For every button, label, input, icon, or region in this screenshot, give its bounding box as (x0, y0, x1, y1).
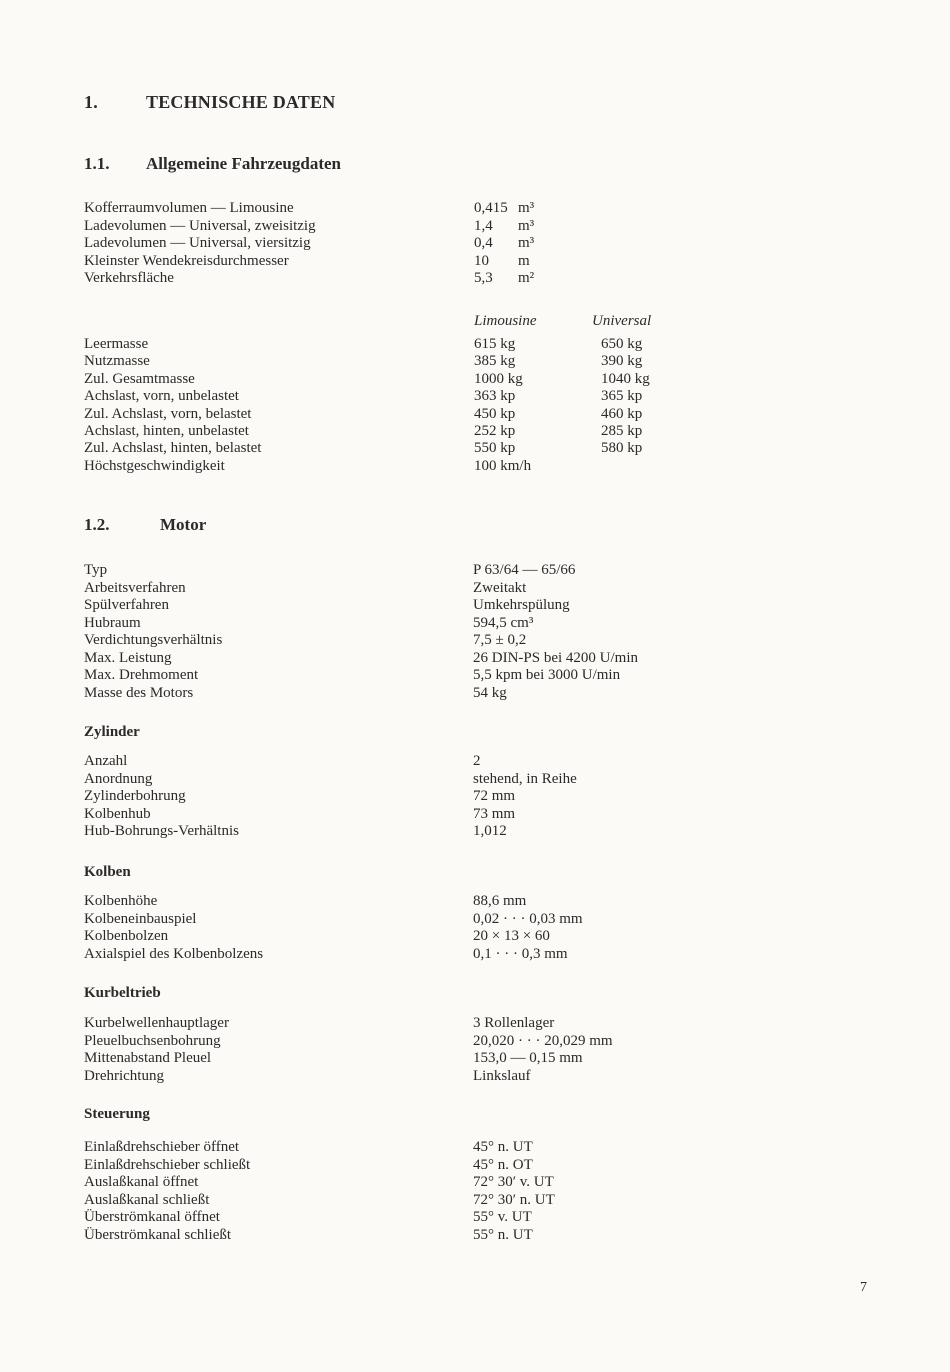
spec-row (84, 910, 884, 928)
universal-value: 580 kp (601, 440, 643, 457)
section-1-1-number: 1.1. (84, 154, 110, 173)
spec-row (84, 1226, 884, 1244)
spec-row (84, 1067, 884, 1085)
spec-unit: m (518, 252, 530, 269)
spec-label: Max. Drehmoment (84, 667, 199, 683)
spec-row (84, 666, 884, 684)
spec-label: Zul. Gesamtmasse (84, 370, 195, 387)
spec-value: 3 Rollenlager (473, 1015, 555, 1031)
spec-label: Kolbenhöhe (84, 893, 158, 909)
spec-value: 45° n. UT (473, 1139, 533, 1155)
spec-value: 1,4 (474, 217, 493, 234)
spec-value: 2 (473, 753, 481, 769)
spec-label: Verkehrsfläche (84, 270, 174, 287)
mass-row (84, 405, 884, 423)
spec-label: Kolbenbolzen (84, 928, 169, 945)
section-1-1-title: Allgemeine Fahrzeugdaten (146, 154, 341, 173)
spec-row (84, 822, 884, 840)
spec-value: 1,012 (473, 823, 507, 840)
universal-value: 650 kg (601, 336, 643, 352)
spec-value: 594,5 cm³ (473, 614, 534, 631)
spec-label: Ladevolumen — Universal, zweisitzig (84, 217, 316, 234)
spec-value: 0,4 (474, 235, 493, 252)
section-1-2-title: Motor (160, 515, 207, 534)
spec-row (84, 1014, 884, 1032)
spec-value: 0,415 (474, 200, 508, 216)
spec-row (84, 770, 884, 788)
spec-row (84, 596, 884, 614)
spec-value: 73 mm (473, 805, 516, 822)
spec-label: Hub-Bohrungs-Verhältnis (84, 823, 239, 840)
mass-row (84, 457, 884, 475)
spec-value: 55° n. UT (473, 1226, 533, 1243)
heading-title: TECHNISCHE DATEN (146, 92, 336, 112)
spec-unit: m³ (518, 235, 535, 252)
spec-value: Linkslauf (473, 1067, 531, 1084)
spec-row (84, 199, 884, 217)
spec-row (84, 927, 884, 945)
spec-value: 72 mm (473, 788, 516, 805)
spec-row (84, 561, 884, 579)
spec-value: 88,6 mm (473, 893, 527, 909)
spec-value: 5,5 kpm bei 3000 U/min (473, 667, 621, 683)
spec-label: Zylinderbohrung (84, 788, 186, 805)
spec-label: Kleinster Wendekreisdurchmesser (84, 252, 289, 269)
spec-value: 153,0 — 0,15 mm (473, 1050, 583, 1066)
mass-row (84, 387, 884, 405)
spec-row (84, 1032, 884, 1050)
spec-label: Auslaßkanal öffnet (84, 1174, 199, 1190)
spec-label: Ladevolumen — Universal, viersitzig (84, 235, 311, 252)
limousine-value: 252 kp (474, 423, 516, 439)
column-header-limousine: Limousine (474, 313, 537, 329)
spec-label: Kurbelwellenhauptlager (84, 1015, 229, 1031)
subsection-kolben: Kolben (84, 864, 131, 880)
universal-value: 365 kp (601, 388, 643, 405)
spec-label: Anordnung (84, 770, 153, 787)
spec-label: Überströmkanal öffnet (84, 1209, 220, 1225)
spec-label: Achslast, hinten, unbelastet (84, 423, 249, 439)
column-header-universal: Universal (592, 313, 652, 329)
spec-label: Kolbeneinbauspiel (84, 910, 197, 927)
spec-row (84, 1208, 884, 1226)
spec-label: Spülverfahren (84, 597, 169, 613)
spec-label: Max. Leistung (84, 649, 172, 666)
limousine-value: 100 km/h (474, 457, 532, 474)
spec-label: Anzahl (84, 753, 128, 769)
spec-label: Achslast, vorn, unbelastet (84, 388, 239, 405)
spec-value: 20,020 · · · 20,029 mm (473, 1032, 613, 1049)
mass-row (84, 335, 884, 353)
spec-row (84, 269, 884, 287)
heading-number: 1. (84, 92, 98, 112)
spec-label: Drehrichtung (84, 1067, 164, 1084)
spec-row (84, 217, 884, 235)
limousine-value: 450 kp (474, 405, 516, 422)
spec-row (84, 892, 884, 910)
spec-row (84, 1173, 884, 1191)
spec-value: 20 × 13 × 60 (473, 928, 550, 945)
section-1-2-number: 1.2. (84, 515, 110, 534)
subsection-kurbeltrieb: Kurbeltrieb (84, 985, 161, 1001)
spec-value: 55° v. UT (473, 1209, 532, 1225)
universal-value: 1040 kg (601, 370, 650, 387)
mass-row (84, 422, 884, 440)
spec-label: Axialspiel des Kolbenbolzens (84, 945, 264, 962)
spec-label: Hubraum (84, 614, 141, 631)
spec-label: Kofferraumvolumen — Limousine (84, 200, 294, 216)
limousine-value: 1000 kg (474, 370, 523, 387)
spec-label: Nutzmasse (84, 353, 150, 370)
spec-label: Überströmkanal schließt (84, 1226, 232, 1243)
spec-row (84, 752, 884, 770)
spec-unit: m³ (518, 200, 535, 216)
spec-value: Umkehrspülung (473, 597, 570, 613)
spec-value: 26 DIN-PS bei 4200 U/min (473, 649, 638, 666)
spec-label: Zul. Achslast, hinten, belastet (84, 440, 262, 457)
spec-value: 10 (474, 252, 489, 269)
spec-row (84, 579, 884, 597)
spec-row (84, 649, 884, 667)
spec-row (84, 787, 884, 805)
spec-value: 0,1 · · · 0,3 mm (473, 945, 568, 962)
spec-label: Einlaßdrehschieber öffnet (84, 1139, 240, 1155)
spec-label: Kolbenhub (84, 805, 151, 822)
mass-row (84, 439, 884, 457)
spec-label: Einlaßdrehschieber schließt (84, 1156, 251, 1173)
spec-label: Typ (84, 562, 108, 578)
spec-value: 0,02 · · · 0,03 mm (473, 910, 583, 927)
spec-row (84, 631, 884, 649)
spec-value: stehend, in Reihe (473, 770, 577, 787)
spec-value: 72° 30′ n. UT (473, 1191, 555, 1208)
spec-label: Masse des Motors (84, 684, 194, 701)
spec-row (84, 614, 884, 632)
spec-unit: m² (518, 270, 535, 287)
spec-unit: m³ (518, 217, 535, 234)
universal-value: 285 kp (601, 423, 643, 439)
spec-value: 72° 30′ v. UT (473, 1174, 554, 1190)
spec-label: Leermasse (84, 336, 149, 352)
mass-row (84, 352, 884, 370)
spec-label: Mittenabstand Pleuel (84, 1050, 212, 1066)
spec-value: 7,5 ± 0,2 (473, 632, 527, 648)
spec-row (84, 1156, 884, 1174)
spec-label: Zul. Achslast, vorn, belastet (84, 405, 252, 422)
spec-row (84, 945, 884, 963)
spec-value: P 63/64 — 65/66 (473, 562, 576, 578)
subsection-zylinder: Zylinder (84, 724, 140, 740)
universal-value: 460 kp (601, 405, 643, 422)
limousine-value: 615 kg (474, 336, 516, 352)
spec-row (84, 252, 884, 270)
spec-row (84, 1191, 884, 1209)
spec-row (84, 234, 884, 252)
spec-label: Pleuelbuchsenbohrung (84, 1032, 221, 1049)
mass-row (84, 370, 884, 388)
limousine-value: 550 kp (474, 440, 516, 457)
spec-value: Zweitakt (473, 579, 527, 596)
limousine-value: 385 kg (474, 353, 516, 370)
spec-value: 45° n. OT (473, 1156, 533, 1173)
spec-value: 54 kg (473, 684, 507, 701)
page-number: 7 (860, 1280, 867, 1295)
spec-row (84, 684, 884, 702)
spec-value: 5,3 (474, 270, 493, 287)
spec-label: Verdichtungsverhältnis (84, 632, 223, 648)
spec-row (84, 1049, 884, 1067)
limousine-value: 363 kp (474, 388, 516, 405)
spec-label: Höchstgeschwindigkeit (84, 457, 225, 474)
spec-row (84, 805, 884, 823)
spec-row (84, 1138, 884, 1156)
spec-label: Arbeitsverfahren (84, 579, 186, 596)
subsection-steuerung: Steuerung (84, 1106, 150, 1122)
universal-value: 390 kg (601, 353, 643, 370)
spec-label: Auslaßkanal schließt (84, 1191, 210, 1208)
